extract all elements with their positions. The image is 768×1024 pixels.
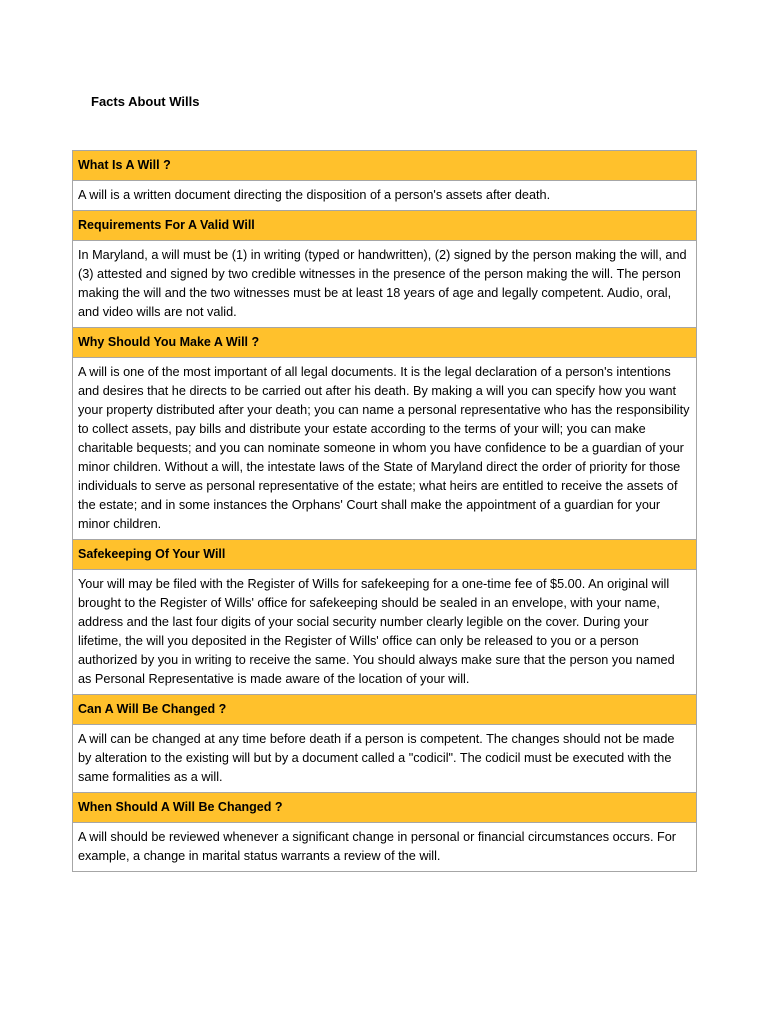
section-heading-requirements: Requirements For A Valid Will — [73, 211, 696, 241]
section-body-what-is-a-will: A will is a written document directing the disposition of a person's assets after death. — [73, 181, 696, 211]
document-title: Facts About Wills — [91, 94, 200, 109]
section-heading-why-make-a-will: Why Should You Make A Will ? — [73, 328, 696, 358]
section-heading-what-is-a-will: What Is A Will ? — [73, 151, 696, 181]
section-body-can-will-be-changed: A will can be changed at any time before death if a person is competent. The changes should not be made by alteration to the existing will but by a document called a "codicil". The codicil must be executed with the same formalities as a will. — [73, 725, 696, 793]
section-body-safekeeping: Your will may be filed with the Register of Wills for safekeeping for a one-time fee of $5.00. An original will brought to the Register of Wills' office for safekeeping should be sealed in an envelope, with your name, address and the last four digits of your social security number clearly legible on the cover. During your lifetime, the will you deposited in the Register of Wills' office can only be released to you or a person authorized by you in writing to receive the same. You should always make sure that the person you named as Personal Representative is made aware of the location of your will. — [73, 570, 696, 695]
section-body-requirements: In Maryland, a will must be (1) in writing (typed or handwritten), (2) signed by the person making the will, and (3) attested and signed by two credible witnesses in the presence of the person making the will. The person making the will and the two witnesses must be at least 18 years of age and legally competent. Audio, oral, and video wills are not valid. — [73, 241, 696, 328]
section-body-when-should-will-be-changed: A will should be reviewed whenever a significant change in personal or financial circumstances occurs. For example, a change in marital status warrants a review of the will. — [73, 823, 696, 872]
facts-table — [72, 150, 697, 872]
section-body-why-make-a-will: A will is one of the most important of all legal documents. It is the legal declaration of a person's intentions and desires that he directs to be carried out after his death. By making a will you can specify how you want your property distributed after your death; you can name a personal representative who has the responsibility to collect assets, pay bills and distribute your estate according to the terms of your will; you can make charitable bequests; and you can nominate someone in whom you have confidence to be a guardian of your minor children. Without a will, the intestate laws of the State of Maryland direct the order of priority for those individuals to serve as personal representative of the estate; what heirs are entitled to receive the assets of the estate; and in some instances the Orphans' Court shall make the appointment of a guardian for your minor children. — [73, 358, 696, 540]
section-heading-when-should-will-be-changed: When Should A Will Be Changed ? — [73, 793, 696, 823]
section-heading-can-will-be-changed: Can A Will Be Changed ? — [73, 695, 696, 725]
section-heading-safekeeping: Safekeeping Of Your Will — [73, 540, 696, 570]
